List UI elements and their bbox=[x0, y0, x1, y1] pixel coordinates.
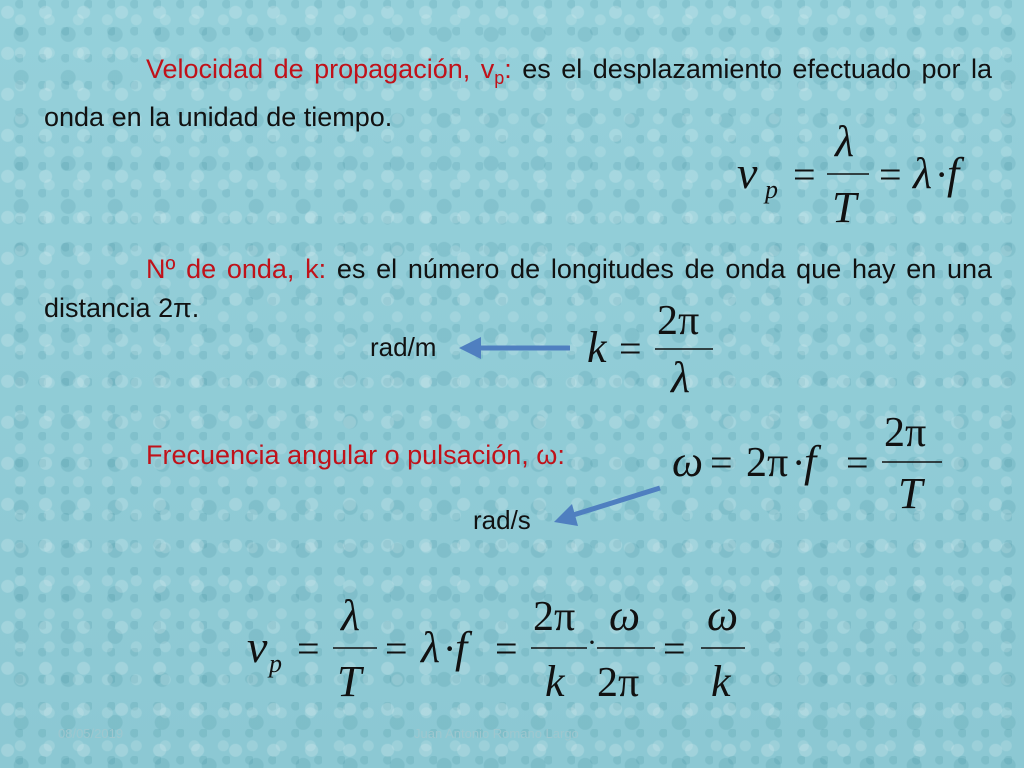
onda-paragraph bbox=[44, 250, 992, 328]
svg-text:=: = bbox=[297, 626, 320, 671]
svg-text:2π: 2π bbox=[657, 298, 700, 344]
velocidad-definition: es el desplazamiento efectuado por la onda en la unidad de tiempo. bbox=[44, 54, 992, 132]
svg-text:2π: 2π bbox=[597, 660, 640, 706]
svg-text:λ: λ bbox=[835, 117, 855, 166]
svg-text:λ: λ bbox=[671, 353, 691, 402]
svg-text:ω: ω bbox=[707, 591, 739, 640]
svg-text:k: k bbox=[587, 323, 607, 372]
svg-text:p: p bbox=[269, 649, 282, 678]
svg-text:=: = bbox=[879, 152, 902, 197]
k-equation bbox=[585, 296, 745, 406]
svg-text:2π: 2π bbox=[533, 594, 576, 640]
arrow-to-rad-s-icon bbox=[548, 482, 668, 532]
svg-text:=: = bbox=[495, 626, 518, 671]
svg-text:ω: ω bbox=[609, 591, 641, 640]
onda-term: Nº de onda, k: bbox=[146, 254, 327, 284]
velocidad-term: Velocidad de propagación, $v_p$: bbox=[146, 54, 512, 88]
velocidad-equation bbox=[735, 117, 995, 232]
svg-text:·: · bbox=[792, 440, 806, 485]
svg-text:f: f bbox=[947, 149, 960, 198]
svg-text:=: = bbox=[710, 440, 733, 485]
svg-text:2π: 2π bbox=[884, 410, 927, 456]
svg-text:=: = bbox=[846, 440, 869, 485]
svg-text:T: T bbox=[898, 469, 923, 518]
unit-rad-s: rad/s bbox=[473, 505, 531, 535]
arrow-to-rad-m-icon bbox=[455, 333, 575, 363]
svg-text:ω: ω bbox=[672, 437, 704, 486]
unit-rad-m: rad/m bbox=[370, 332, 437, 362]
svg-text:·: · bbox=[587, 626, 597, 659]
svg-text:·: · bbox=[935, 152, 949, 197]
frecuencia-term: Frecuencia angular o pulsación, ω: bbox=[146, 440, 565, 470]
svg-text:f: f bbox=[804, 437, 817, 486]
svg-text:p: p bbox=[765, 175, 778, 204]
footer-date: 08/05/2019 bbox=[58, 726, 124, 741]
svg-text:2π: 2π bbox=[746, 440, 789, 486]
omega-equation bbox=[670, 410, 970, 520]
svg-text:f: f bbox=[455, 623, 468, 672]
svg-text:T: T bbox=[337, 657, 362, 706]
svg-text:=: = bbox=[619, 326, 642, 371]
combined-equation bbox=[245, 590, 785, 710]
svg-text:λ: λ bbox=[341, 591, 361, 640]
svg-text:=: = bbox=[663, 626, 686, 671]
footer-author: Juan Antonio Romano Largo bbox=[414, 726, 579, 741]
svg-text:λ: λ bbox=[913, 149, 933, 198]
svg-text:=: = bbox=[793, 152, 816, 197]
svg-text:λ: λ bbox=[421, 623, 441, 672]
svg-text:=: = bbox=[385, 626, 408, 671]
svg-text:v: v bbox=[247, 621, 268, 672]
svg-text:T: T bbox=[832, 183, 857, 232]
onda-definition: es el número de longitudes de onda que hay en una distancia 2π. bbox=[44, 254, 992, 323]
svg-text:k: k bbox=[711, 657, 731, 706]
svg-text:k: k bbox=[545, 657, 565, 706]
svg-text:·: · bbox=[443, 626, 457, 671]
svg-text:v: v bbox=[737, 147, 758, 198]
